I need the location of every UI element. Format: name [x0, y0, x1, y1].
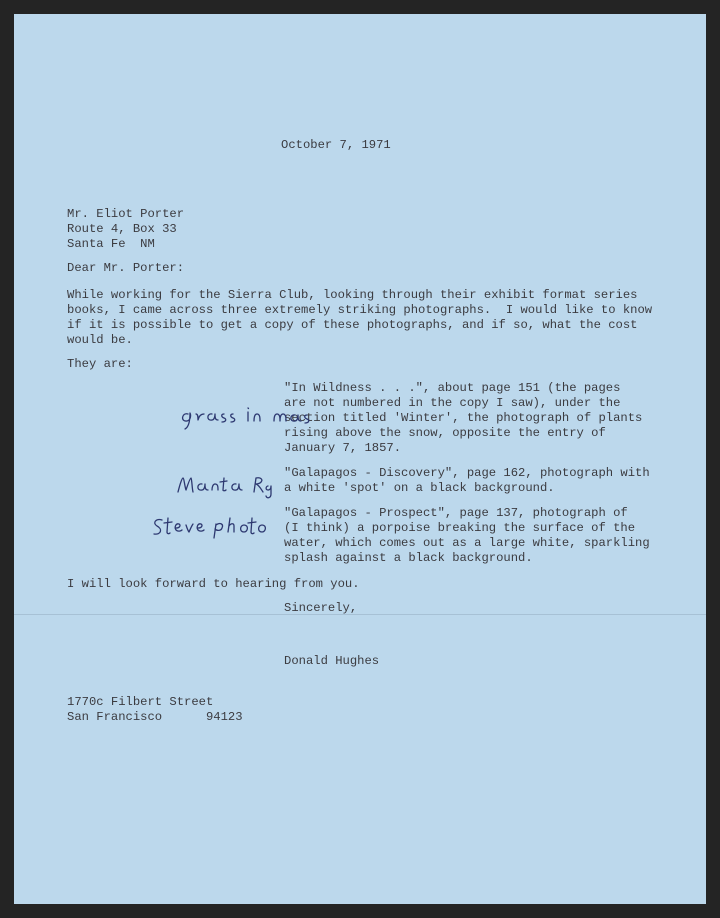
item-2-line: a white 'spot' on a black background.	[284, 481, 555, 495]
item-1-line: January 7, 1857.	[284, 441, 402, 455]
item-3-line: water, which comes out as a large white, sparkling	[284, 536, 650, 550]
handwritten-note-manta-ray	[174, 468, 314, 508]
item-1-line: are not numbered in the copy I saw), under the	[284, 396, 621, 410]
item-1-line: rising above the snow, opposite the entry of	[284, 426, 606, 440]
list-intro: They are:	[67, 357, 133, 371]
handwritten-note-steve-photo	[150, 510, 290, 550]
sender-street: 1770c Filbert Street	[67, 695, 214, 709]
letter-page	[14, 14, 706, 904]
closing-line: I will look forward to hearing from you.	[67, 577, 360, 591]
item-2-line: "Galapagos - Discovery", page 162, photograph with	[284, 466, 650, 480]
recipient-street: Route 4, Box 33	[67, 222, 177, 236]
complimentary-close: Sincerely,	[284, 601, 358, 615]
body-line: books, I came across three extremely striking photographs. I would like to know	[67, 303, 653, 317]
salutation: Dear Mr. Porter:	[67, 261, 185, 275]
item-3-line: splash against a black background.	[284, 551, 533, 565]
signer-name: Donald Hughes	[284, 654, 380, 668]
item-1-line: section titled 'Winter', the photograph of plants	[284, 411, 643, 425]
item-1-line: "In Wildness . . .", about page 151 (the pages	[284, 381, 621, 395]
letter-date: October 7, 1971	[281, 138, 391, 152]
item-3-line: "Galapagos - Prospect", page 137, photograph of	[284, 506, 628, 520]
body-line: would be.	[67, 333, 133, 347]
recipient-name: Mr. Eliot Porter	[67, 207, 185, 221]
handwritten-note-grass-in-snow	[178, 402, 318, 442]
item-3-line: (I think) a porpoise breaking the surface of the	[284, 521, 636, 535]
recipient-city: Santa Fe NM	[67, 237, 155, 251]
sender-city: San Francisco 94123	[67, 710, 243, 724]
body-line: if it is possible to get a copy of these photographs, and if so, what the cost	[67, 318, 638, 332]
paper-fold-line	[14, 614, 706, 615]
body-line: While working for the Sierra Club, looking through their exhibit format series	[67, 288, 638, 302]
